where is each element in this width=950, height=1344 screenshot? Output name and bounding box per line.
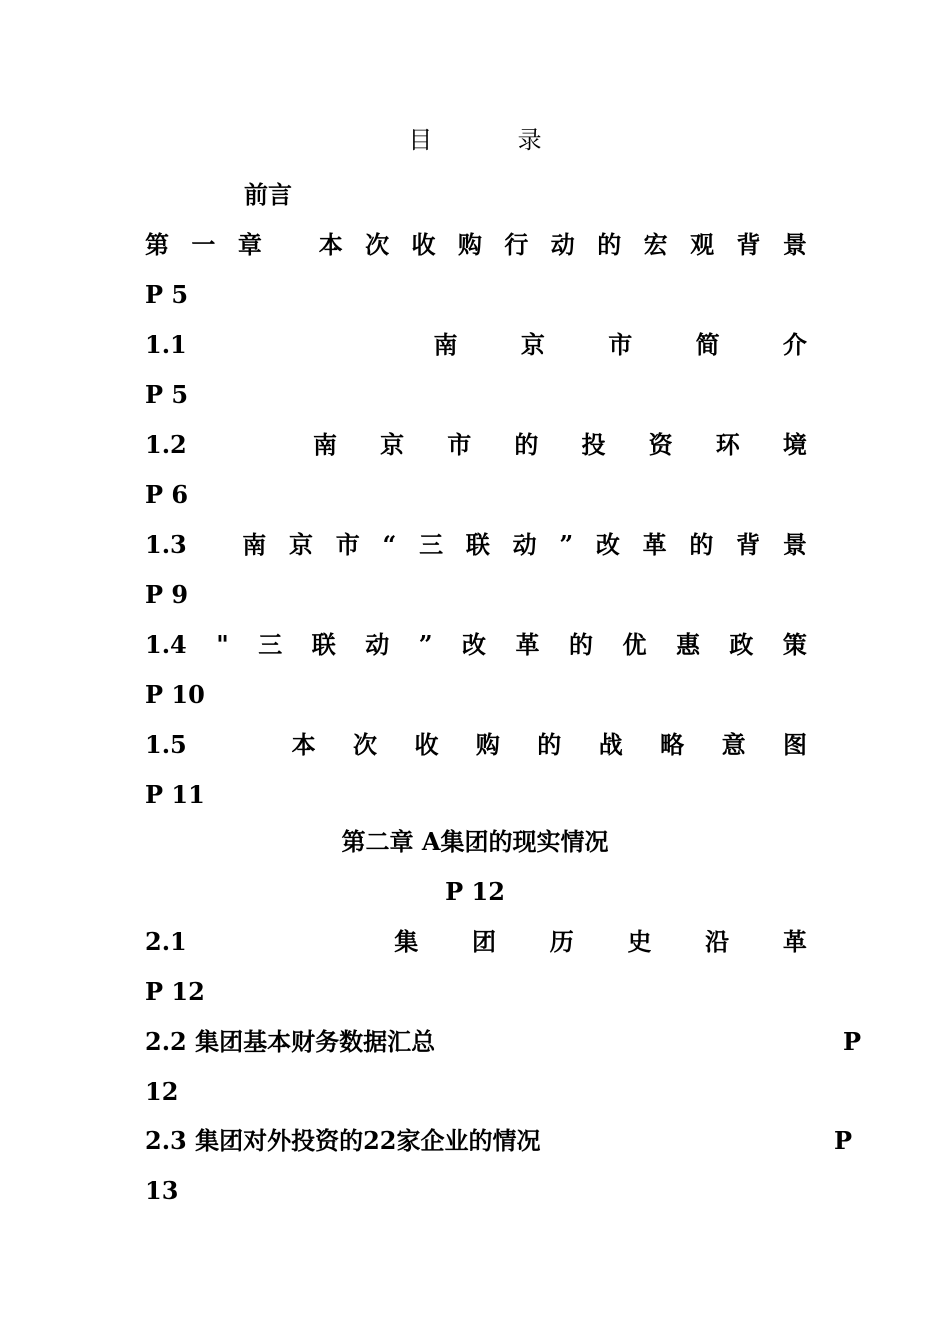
section-1-5-page: P 11 [145,780,205,809]
toc-title-char-1: 目 [408,126,433,154]
char: 环 [715,430,740,459]
char: 战 [598,730,623,759]
char: 次 [353,730,378,759]
char: 团 [471,927,496,956]
char: 三 [258,630,283,659]
section-1-4-page: P 10 [145,680,205,709]
char: 图 [782,730,807,759]
char: 景 [782,230,807,259]
char: 背 [736,230,761,259]
spacer [224,730,254,760]
char: 购 [457,230,482,259]
section-1-5-title [145,730,807,760]
spacer [230,430,270,460]
char: 京 [380,430,405,459]
char: 的 [514,430,539,459]
char: 次 [365,230,390,259]
section-1-3-page: P 9 [145,580,189,609]
char: 市 [335,530,360,559]
char: 境 [782,430,807,459]
section-number: 1.4 [145,630,187,659]
char: 的 [597,230,622,259]
char: 略 [660,730,685,759]
section-number: 1.3 [145,530,187,559]
char: 的 [689,530,714,559]
chapter1-title [145,230,807,260]
char: 本 [318,230,343,259]
char: 惠 [675,630,700,659]
char: 联 [311,630,336,659]
char: 革 [515,630,540,659]
char: 动 [365,630,390,659]
char: 收 [414,730,439,759]
chapter1-page: P 5 [145,280,189,309]
char: 三 [419,530,444,559]
char: 投 [581,430,606,459]
section-2-3-page: 13 [145,1176,179,1205]
toc-title-char-2: 录 [517,126,542,154]
char: 改 [595,530,620,559]
char: 京 [289,530,314,559]
char: 史 [627,927,652,956]
section-2-1-title [145,927,807,957]
section-1-1-page: P 5 [145,380,189,409]
section-number: 1.2 [145,430,187,459]
char: 的 [568,630,593,659]
section-1-2-page: P 6 [145,480,189,509]
char: ” [559,530,574,559]
spacer [250,330,370,360]
char: 资 [648,430,673,459]
section-2-3-title: 2.3 集团对外投资的22家企业的情况 [145,1126,541,1155]
section-2-2-p: P [843,1027,862,1056]
char: 南 [242,530,267,559]
spacer [284,230,296,260]
char: 集 [394,927,419,956]
section-number: 1.1 [145,330,187,359]
char: “ [382,530,397,559]
section-1-2-title [145,430,807,460]
char: 章 [237,230,262,259]
char: 行 [504,230,529,259]
char: 沿 [705,927,730,956]
char: 政 [729,630,754,659]
preface-entry: 前言 [244,180,292,209]
char: 背 [736,530,761,559]
char: 宏 [643,230,668,259]
section-1-3-title [145,530,807,560]
section-2-3-p: P [834,1126,853,1155]
char: ” [418,630,433,659]
section-1-4-title [145,630,807,660]
section-number: 1.5 [145,730,187,759]
char: 南 [433,330,458,359]
char: 收 [411,230,436,259]
char: 南 [313,430,338,459]
section-number: 2.1 [145,927,187,956]
char: 革 [782,927,807,956]
char: 介 [782,330,807,359]
char: 历 [549,927,574,956]
char: 简 [695,330,720,359]
section-1-1-title [145,330,807,360]
chapter2-page: P 12 [445,877,505,906]
char: 革 [642,530,667,559]
char: 市 [608,330,633,359]
char: 京 [520,330,545,359]
char: 观 [690,230,715,259]
section-2-2-page: 12 [145,1077,179,1106]
char: " [216,630,229,659]
char: 策 [782,630,807,659]
spacer [210,530,220,560]
char: 购 [475,730,500,759]
char: 动 [512,530,537,559]
char: 市 [447,430,472,459]
char: 联 [465,530,490,559]
chapter2-title: 第二章 A集团的现实情况 [341,827,609,856]
spacer [241,927,341,957]
toc-title [0,125,950,155]
char: 意 [721,730,746,759]
section-2-2-title: 2.2 集团基本财务数据汇总 [145,1027,436,1056]
char: 改 [462,630,486,659]
char: 一 [191,230,216,259]
char: 优 [622,630,647,659]
char: 本 [291,730,316,759]
char: 第 [145,230,169,259]
section-2-1-page: P 12 [145,977,205,1006]
char: 动 [550,230,575,259]
char: 景 [782,530,807,559]
char: 的 [537,730,562,759]
